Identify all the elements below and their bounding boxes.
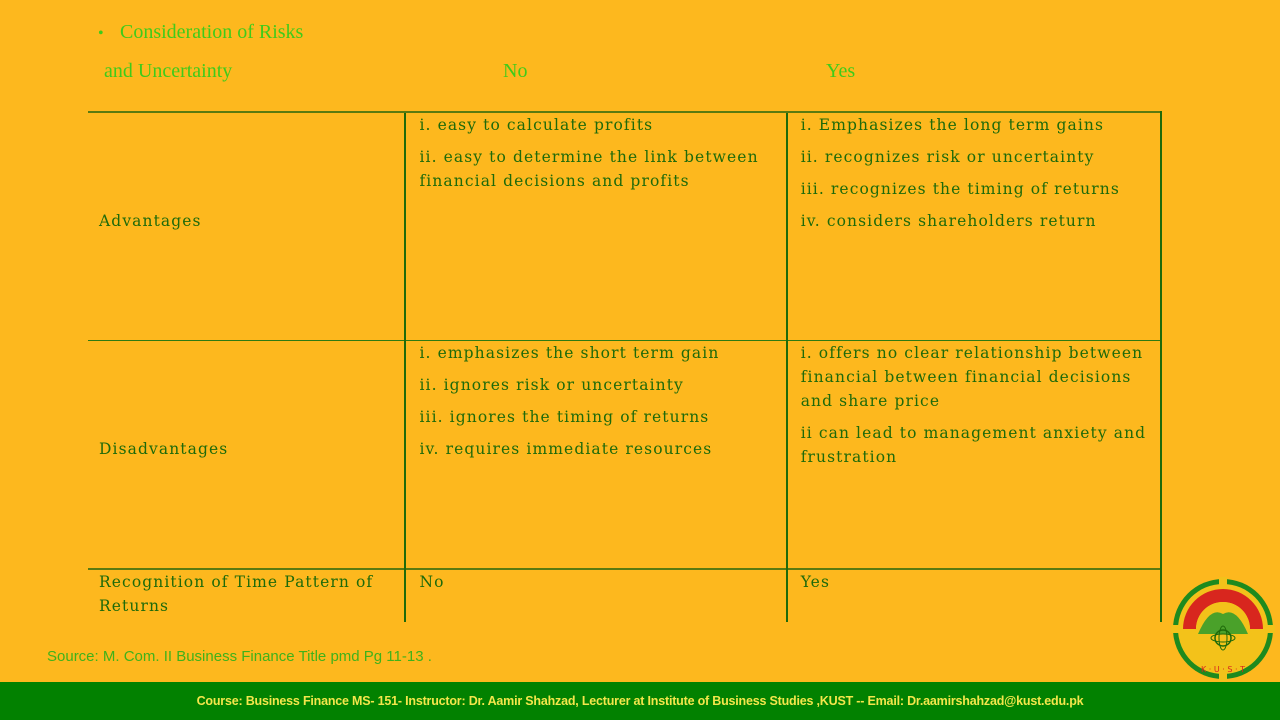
row-label-cell <box>88 341 405 570</box>
no-cell <box>405 112 786 341</box>
footer-bar <box>0 682 1280 720</box>
no-cell <box>405 341 786 570</box>
table-row-time-pattern <box>88 569 1161 622</box>
slide-heading-line-1 <box>98 21 303 44</box>
no-cell <box>405 569 786 622</box>
list-item: No <box>419 573 445 591</box>
yes-cell <box>787 112 1161 341</box>
list-item: iv. considers shareholders return <box>800 212 1097 230</box>
list-item: ii can lead to management anxiety and frustration <box>800 424 1147 466</box>
list-item: i. easy to calculate profits <box>419 116 654 134</box>
list-item: Yes <box>800 573 830 591</box>
logo-letters: K · U · S · T <box>1201 665 1245 674</box>
row-label: Recognition of Time Pattern of Returns <box>99 573 374 615</box>
slide-heading-line-2: and Uncertainty <box>104 60 233 82</box>
row-label: Disadvantages <box>99 440 229 458</box>
heading-text-1: Consideration of Risks <box>120 21 304 43</box>
list-item: ii. recognizes risk or uncertainty <box>800 148 1095 166</box>
list-item: i. emphasizes the short term gain <box>419 344 720 362</box>
table-row-disadvantages <box>88 341 1161 570</box>
table-row-advantages <box>88 112 1161 341</box>
list-item: iii. recognizes the timing of returns <box>800 180 1120 198</box>
list-item: iv. requires immediate resources <box>419 440 713 458</box>
row-label-cell <box>88 112 405 341</box>
list-item: ii. ignores risk or uncertainty <box>419 376 684 394</box>
bullet-icon: • <box>98 25 104 42</box>
list-item: iii. ignores the timing of returns <box>419 408 710 426</box>
yes-cell <box>787 569 1161 622</box>
row-label: Advantages <box>99 212 202 230</box>
yes-cell <box>787 341 1161 570</box>
list-item: ii. easy to determine the link between financial decisions and profits <box>419 148 759 190</box>
footer-course-info: Course: Business Finance MS- 151- Instructor: Dr. Aamir Shahzad, Lecturer at Institute of Business Studies ,KUST -- Email: Dr.aamirshahzad@kust.edu.pk <box>196 694 1084 708</box>
source-citation: Source: M. Com. II Business Finance Title pmd Pg 11-13 . <box>47 648 432 665</box>
column-header-yes: Yes <box>826 60 856 82</box>
university-logo-icon <box>1170 576 1276 682</box>
list-item: i. offers no clear relationship between financial between financial decisions and share price <box>800 344 1144 410</box>
comparison-table <box>88 111 1162 622</box>
column-header-no: No <box>503 60 528 82</box>
row-label-cell <box>88 569 405 622</box>
list-item: i. Emphasizes the long term gains <box>800 116 1105 134</box>
